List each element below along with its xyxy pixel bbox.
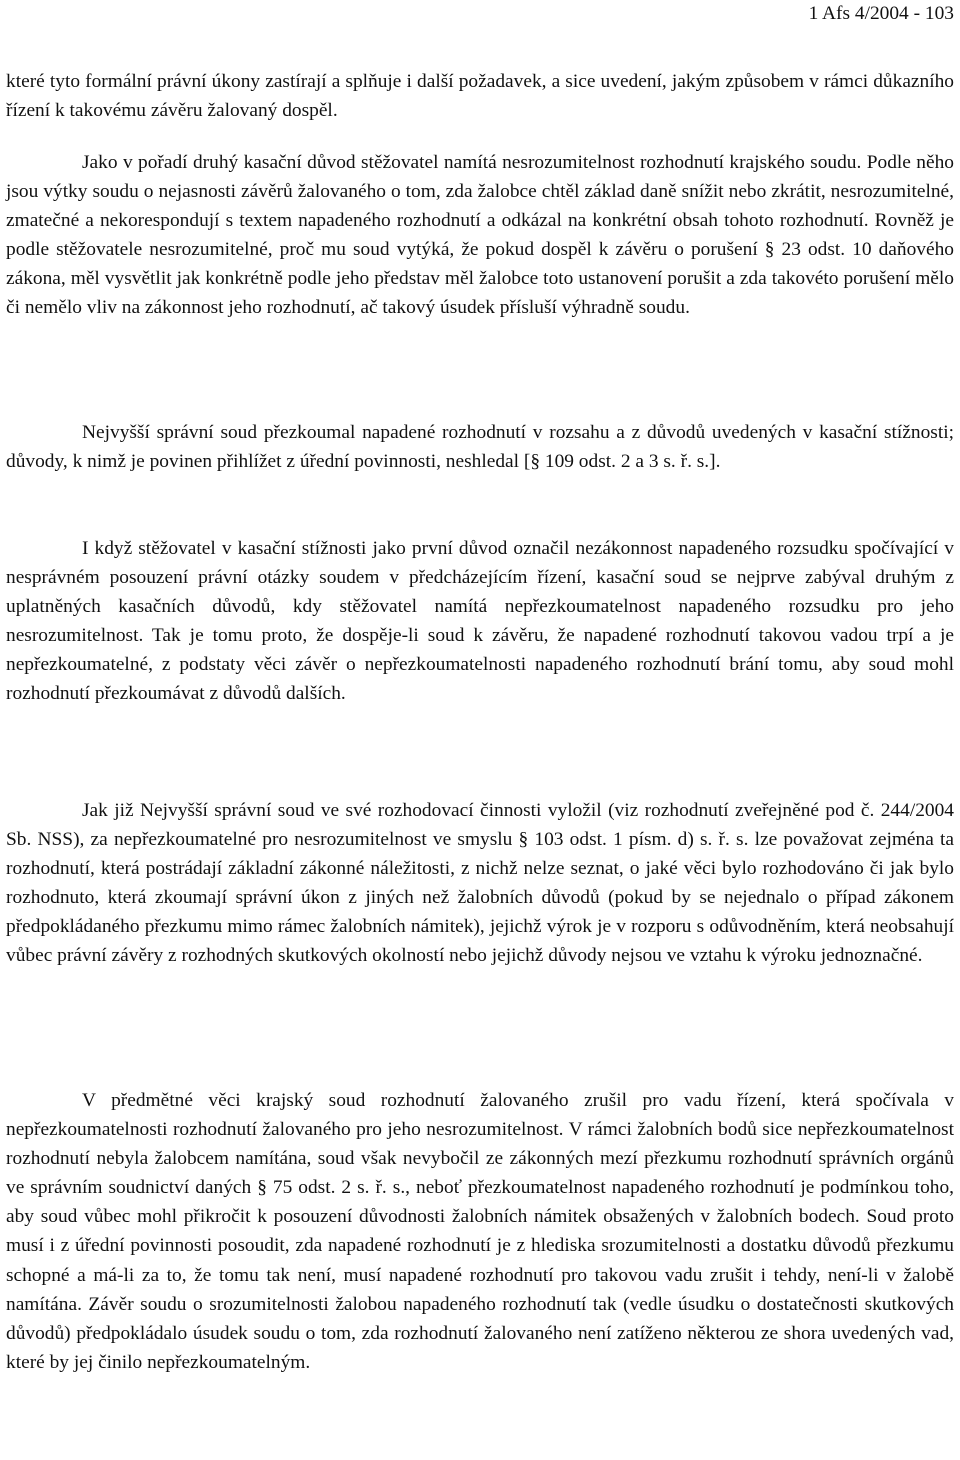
paragraph-second-cassation-ground: Jako v pořadí druhý kasační důvod stěžovatel namítá nesrozumitelnost rozhodnutí krajského soudu. Podle něho jsou výtky soudu o nejasnosti závěrů žalovaného o tom, zda žalobce chtěl základ daně snížit nebo zkrátit, nesrozumitelné, zmatečné a nekorespondují s textem napadeného rozhodnutí a odkázal na konkrétní obsah tohoto rozhodnutí. Rovněž je podle stěžovatele nesrozumitelné, proč mu soud vytýká, že pokud dospěl k závěru o porušení § 23 odst. 10 daňového zákona, měl vysvětlit jak konkrétně podle jeho představ měl žalobce toto ustanovení porušit a zda takovéto porušení mělo či nemělo vliv na zákonnost jeho rozhodnutí, ač takový úsudek přísluší výhradně soudu. — [6, 152, 954, 319]
paragraph-order-of-review: I když stěžovatel v kasační stížnosti jako první důvod označil nezákonnost napadeného rozsudku spočívající v nesprávném posouzení právní otázky soudem v předcházejícím řízení, kasační soud se nejprve zabýval druhým z uplatněných kasačních důvodů, kdy stěžovatel namítá nepřezkoumatelnost napadeného rozsudku pro jeho nesrozumitelnost. Tak je tomu proto, že dospěje-li soud k závěru, že napadené rozhodnutí takovou vadou trpí a je nepřezkoumatelné, z podstaty věci závěr o nepřezkoumatelnosti napadeného rozhodnutí brání tomu, aby soud mohl rozhodnutí přezkoumávat z důvodů dalších. — [6, 538, 954, 705]
paragraph-scope-of-review: Nejvyšší správní soud přezkoumal napadené rozhodnutí v rozsahu a z důvodů uvedených v kasační stížnosti; důvody, k nimž je povinen přihlížet z úřední povinnosti, neshledal [§ 109 odst. 2 a 3 s. ř. s.]. — [6, 422, 954, 473]
case-number-header: 1 Afs 4/2004 - 103 — [808, 3, 954, 24]
paragraph-continuation: které tyto formální právní úkony zastírají a splňuje i další požadavek, a sice uvedení, jakým způsobem v rámci důkazního řízení k takovému závěru žalovaný dospěl. — [6, 71, 954, 122]
paragraph-regional-court-decision: V předmětné věci krajský soud rozhodnutí žalovaného zrušil pro vadu řízení, která spočívala v nepřezkoumatelnosti rozhodnutí žalovaného pro jeho nesrozumitelnost. V rámci žalobních bodů sice nepřezkoumatelnost rozhodnutí nebyla žalobcem namítána, soud však nevybočil ze zákonných mezí přezkumu rozhodnutí správních orgánů ve správním soudnictví daných § 75 odst. 2 s. ř. s., neboť přezkoumatelnost napadeného rozhodnutí je podmínkou toho, aby soud vůbec mohl přikročit k posouzení důvodnosti žalobních námitek obsažených v žalobních bodech. Soud proto musí i z úřední povinnosti posoudit, zda napadené rozhodnutí je z hlediska srozumitelnosti a dostatku důvodů přezkumu schopné a má-li za to, že tomu tak není, musí napadené rozhodnutí pro takovou vadu zrušit i tehdy, není-li v žalobě namítána. Závěr soudu o srozumitelnosti žalobou napadeného rozhodnutí tak (vedle úsudku o dostatečnosti skutkových důvodů) předpokládalo úsudek soudu o tom, zda rozhodnutí žalovaného není zatíženo některou ze shora uvedených vad, které by jej činilo nepřezkoumatelným. — [6, 1090, 954, 1373]
paragraph-unreviewability-definition: Jak již Nejvyšší správní soud ve své rozhodovací činnosti vyložil (viz rozhodnutí zveřejněné pod č. 244/2004 Sb. NSS), za nepřezkoumatelné pro nesrozumitelnost ve smyslu § 103 odst. 1 písm. d) s. ř. s. lze považovat zejména ta rozhodnutí, která postrádají základní zákonné náležitosti, z nichž nelze seznat, o jaké věci bylo rozhodováno či jak bylo rozhodnuto, která zkoumají správní úkon z jiných než žalobních důvodů (pokud by se nejednalo o případ zákonem předpokládaného přezkumu mimo rámec žalobních námitek), jejichž výrok je v rozporu s odůvodněním, která neobsahují vůbec právní závěry z rozhodných skutkových okolností nebo jejichž důvody nejsou ve vztahu k výroku jednoznačné. — [6, 800, 954, 967]
